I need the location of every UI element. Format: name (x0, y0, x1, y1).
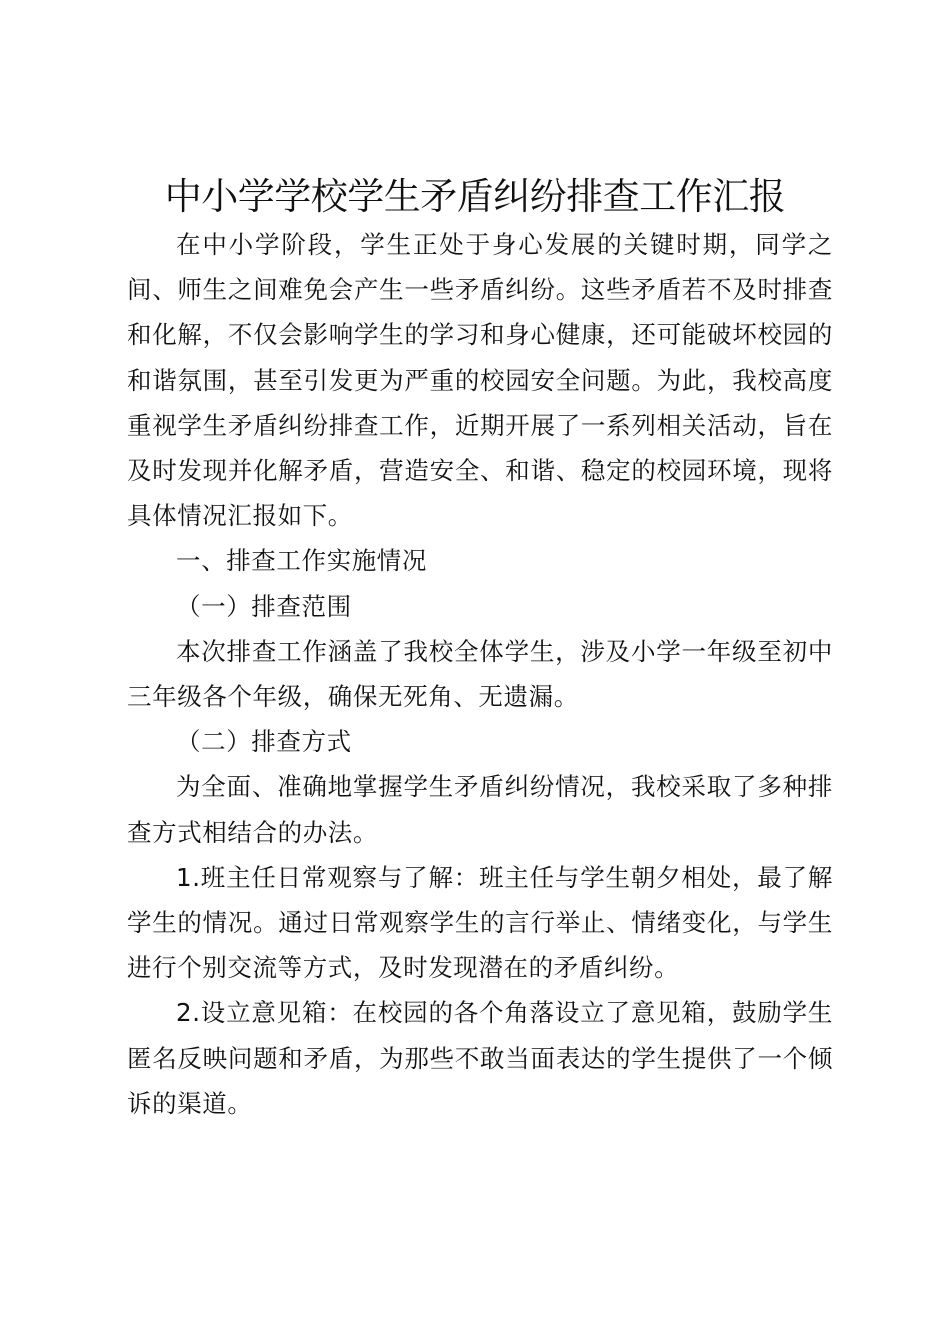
document-body (127, 222, 833, 1126)
method-item-1: 1.班主任日常观察与了解：班主任与学生朝夕相处，最了解学生的情况。通过日常观察学生的言行举止、情绪变化，与学生进行个别交流等方式，及时发现潜在的矛盾纠纷。 (127, 862, 833, 983)
scope-paragraph: 本次排查工作涵盖了我校全体学生，涉及小学一年级至初中三年级各个年级，确保无死角、无遗漏。 (127, 636, 833, 712)
intro-paragraph: 在中小学阶段，学生正处于身心发展的关键时期，同学之间、师生之间难免会产生一些矛盾纠纷。这些矛盾若不及时排查和化解，不仅会影响学生的学习和身心健康，还可能破坏校园的和谐氛围，甚至引发更为严重的校园安全问题。为此，我校高度重视学生矛盾纠纷排查工作，近期开展了一系列相关活动，旨在及时发现并化解矛盾，营造安全、和谐、稳定的校园环境，现将具体情况汇报如下。 (127, 230, 833, 531)
document-title: 中小学学校学生矛盾纠纷排查工作汇报 (164, 175, 786, 218)
methods-paragraph: 为全面、准确地掌握学生矛盾纠纷情况，我校采取了多种排查方式相结合的办法。 (127, 772, 833, 847)
section-heading-1: 一、排查工作实施情况 (176, 546, 427, 576)
subsection-heading-scope: （一）排查范围 (176, 591, 352, 621)
method-item-2: 2.设立意见箱：在校园的各个角落设立了意见箱，鼓励学生匿名反映问题和矛盾，为那些不敢当面表达的学生提供了一个倾诉的渠道。 (127, 998, 833, 1118)
subsection-heading-methods: （二）排查方式 (176, 727, 352, 757)
